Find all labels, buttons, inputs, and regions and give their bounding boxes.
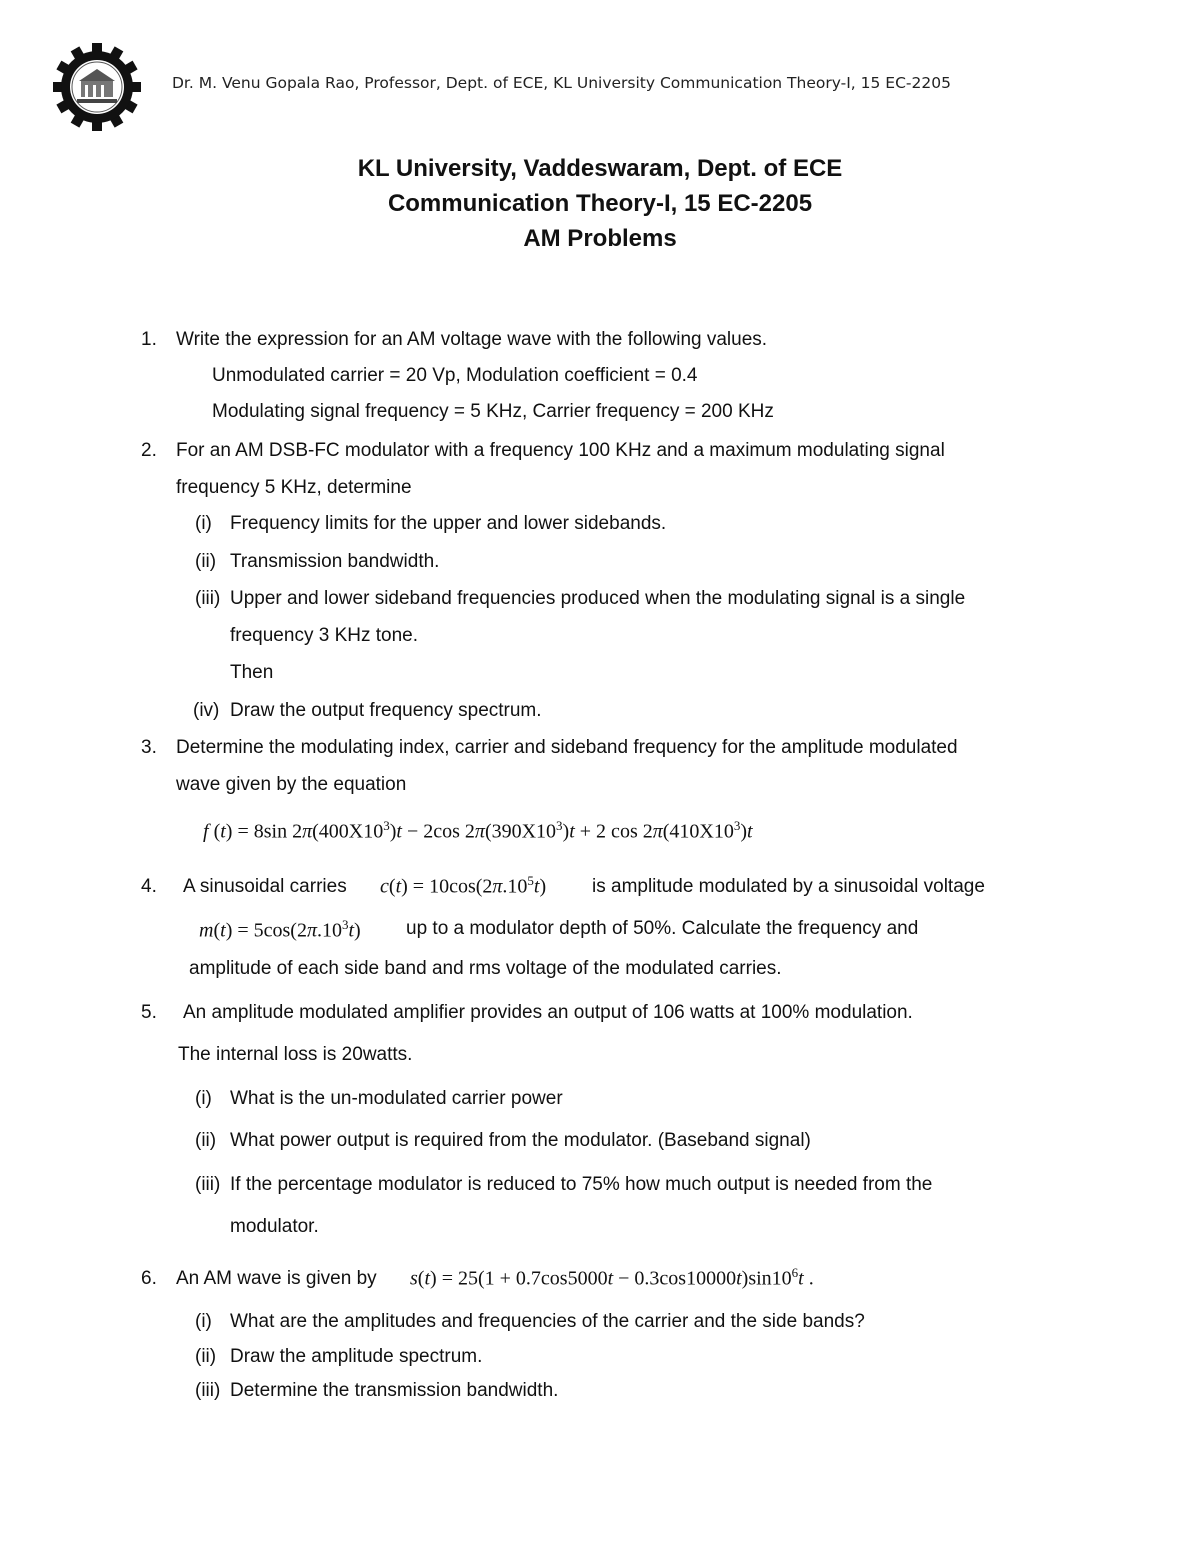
equation: $s(t) = 25(1 + 0.7\cos 5000t - 0.3\cos 10000t)\sin 10^6t$ .	[410, 1265, 814, 1290]
problem-number: 6.	[141, 1268, 157, 1289]
problem-text: For an AM DSB-FC modulator with a frequency 100 KHz and a maximum modulating signal	[176, 440, 945, 461]
sub-item-label: (iii)	[195, 1174, 221, 1195]
equation: $c(t) = 10\cos(2\pi.10^5t)$	[380, 873, 547, 898]
sub-item-label: (iv)	[193, 700, 220, 721]
sub-item-text: Draw the amplitude spectrum.	[230, 1346, 483, 1367]
problem-text: Unmodulated carrier = 20 Vp, Modulation coefficient = 0.4	[212, 365, 698, 386]
problem-text: Write the expression for an AM voltage wave with the following values.	[176, 329, 768, 350]
sub-item-label: (iii)	[195, 1380, 221, 1401]
problem-text: amplitude of each side band and rms voltage of the modulated carries.	[189, 958, 782, 979]
sub-item-text: Draw the output frequency spectrum.	[230, 700, 542, 721]
problem-text: wave given by the equation	[176, 774, 407, 795]
sub-item-text: What are the amplitudes and frequencies of the carrier and the side bands?	[230, 1311, 865, 1332]
course-title: Communication Theory-I, 15 EC-2205	[387, 190, 813, 217]
sub-item-label: (ii)	[195, 1130, 217, 1151]
sub-item-text: modulator.	[230, 1216, 319, 1237]
sub-item-text: Transmission bandwidth.	[230, 551, 440, 572]
sub-item-label: (i)	[195, 1311, 212, 1332]
problem-number: 2.	[141, 440, 157, 461]
problem-number: 3.	[141, 737, 157, 758]
sub-item-label: (ii)	[195, 551, 217, 572]
section-title: AM Problems	[523, 225, 677, 252]
equation: $m(t) = 5\cos(2\pi.10^3t)$	[199, 917, 361, 942]
problem-text: An AM wave is given by	[176, 1268, 377, 1289]
problem-number: 1.	[141, 329, 157, 350]
sub-item-text: What is the un-modulated carrier power	[230, 1088, 563, 1109]
problem-number: 4.	[141, 876, 157, 897]
problem-number: 5.	[141, 1002, 157, 1023]
university-logo	[52, 42, 142, 132]
problem-text: Determine the modulating index, carrier and sideband frequency for the amplitude modulated	[176, 737, 958, 758]
sub-item-label: (iii)	[195, 588, 221, 609]
sub-item-text: Frequency limits for the upper and lower sidebands.	[230, 513, 667, 534]
sub-item-text: frequency 3 KHz tone.	[230, 625, 418, 646]
sub-item-text: Determine the transmission bandwidth.	[230, 1380, 559, 1401]
problem-text: Modulating signal frequency = 5 KHz, Carrier frequency = 200 KHz	[212, 401, 774, 422]
problem-text: An amplitude modulated amplifier provides an output of 106 watts at 100% modulation.	[183, 1002, 913, 1023]
running-header: Dr. M. Venu Gopala Rao, Professor, Dept. of ECE, KL University Communication Theory-I, 15 EC-2205	[172, 74, 951, 92]
sub-item-text: If the percentage modulator is reduced to 75% how much output is needed from the	[230, 1174, 933, 1195]
problem-text: is amplitude modulated by a sinusoidal voltage	[592, 876, 985, 897]
sub-item-text: Then	[230, 662, 274, 683]
problem-text: up to a modulator depth of 50%. Calculate the frequency and	[406, 918, 919, 939]
page-title: KL University, Vaddeswaram, Dept. of ECE	[357, 155, 843, 182]
sub-item-label: (ii)	[195, 1346, 217, 1367]
equation: f (t) = 8sin $2\pi(400X10^3)t - 2\cos$ $2\pi(390X10^3)t + 2$ $\cos 2\pi(410X10^3)t$	[203, 818, 753, 843]
sub-item-text: What power output is required from the modulator. (Baseband signal)	[230, 1130, 811, 1151]
sub-item-label: (i)	[195, 513, 212, 534]
problem-text: A sinusoidal carries	[183, 876, 347, 897]
problem-text: frequency 5 KHz, determine	[176, 477, 412, 498]
sub-item-label: (i)	[195, 1088, 212, 1109]
problem-text: The internal loss is 20watts.	[178, 1044, 413, 1065]
sub-item-text: Upper and lower sideband frequencies produced when the modulating signal is a single	[230, 588, 966, 609]
